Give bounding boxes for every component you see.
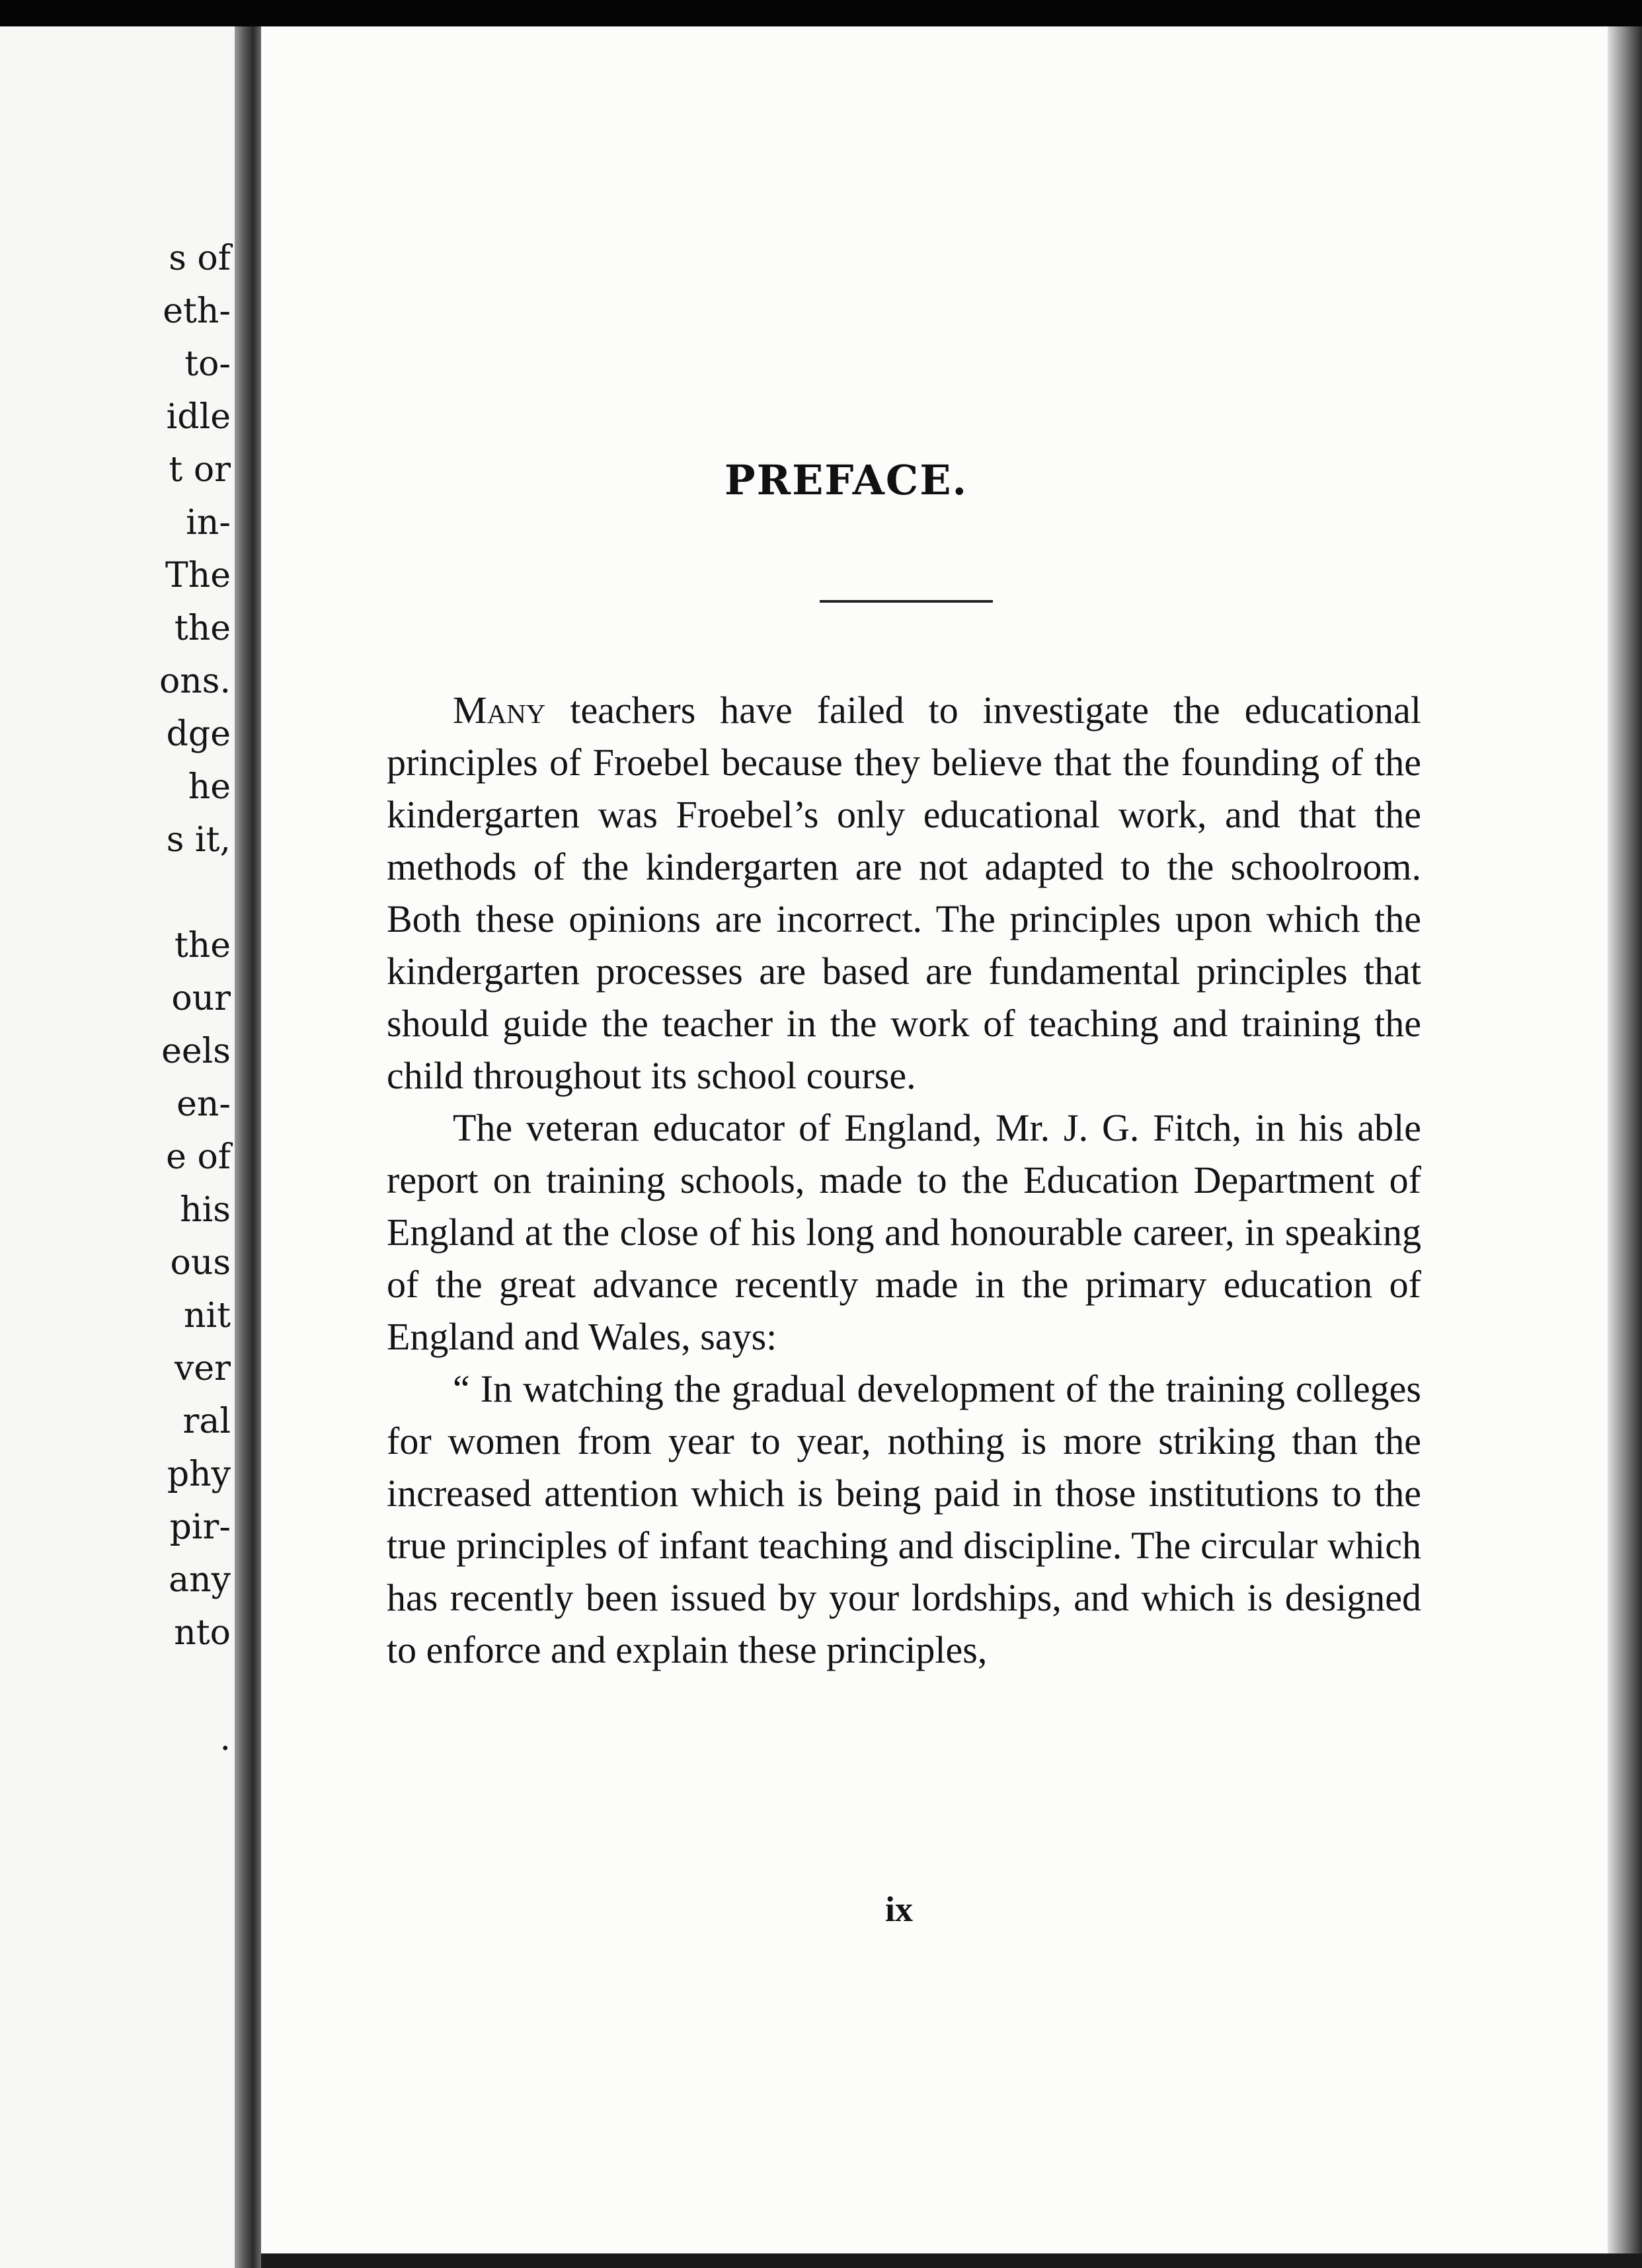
left-page-fragment: the xyxy=(174,926,231,965)
left-page-fragment: phy xyxy=(167,1455,231,1494)
left-page-fragment: en- xyxy=(176,1084,231,1124)
left-page-fragment: nto xyxy=(174,1613,231,1653)
left-page-fragment: idle xyxy=(166,397,231,437)
book-gutter xyxy=(235,26,261,2268)
left-page-fragment: dge xyxy=(166,714,231,754)
left-page-fragment: The xyxy=(165,556,231,595)
paragraph: The veteran educator of England, Mr. J. G. Fitch, in his able report on training schools, made to the Education Department of England at the close of his long and honourable career, in speaking of the great advance recently made in the primary education of England and Wales, says: xyxy=(387,1106,1421,1358)
page-edge-shadow xyxy=(1608,26,1642,2268)
paragraph-text: teachers have failed to investigate the educational principles of Froebel because they believe that the founding of the kindergarten was Froebel’s only educational work, and that the methods of the kindergarten are not adapted to the schoolroom. Both these opinions are incorrect. The principles upon which the kindergarten processes are based are fundamental principles that should guide the teacher in the work of teaching and training the child throughout its school course. xyxy=(387,689,1421,1097)
left-page-fragment: eels xyxy=(161,1032,231,1071)
left-page-fragment: ral xyxy=(182,1402,231,1441)
left-page-fragment: the xyxy=(174,609,231,648)
page-title: PREFACE. xyxy=(724,456,968,504)
paragraph-lead-word: Many xyxy=(453,689,546,732)
left-page-fragment: e of xyxy=(166,1137,231,1177)
left-page-fragment: . xyxy=(219,1719,231,1758)
left-page-fragment: any xyxy=(169,1560,231,1600)
left-page-fragment: t or xyxy=(169,450,231,490)
left-page-fragment: our xyxy=(171,979,231,1018)
left-page-fragment: ver xyxy=(174,1349,231,1388)
left-page-fragment: ous xyxy=(170,1243,231,1283)
paragraph xyxy=(387,684,1421,1102)
left-page-fragment: in- xyxy=(186,503,231,543)
scan-bottom-border xyxy=(261,2253,1642,2268)
paragraph: “ In watching the gradual development of the training colleges for women from year to year, nothing is more striking than the increased attention which is being paid in those institutions to the true principles of infant teaching and discipline. The circular which has recently been issued by your lordships, and which is designed to enforce and explain these principles, xyxy=(387,1367,1421,1671)
left-page-fragment: s of xyxy=(169,239,231,278)
left-page-fragment: his xyxy=(180,1190,231,1230)
title-divider xyxy=(820,600,993,603)
left-page-fragment: pir- xyxy=(169,1507,231,1547)
facing-page-left xyxy=(0,26,235,2268)
left-page-fragment: s it, xyxy=(166,820,231,860)
left-page-fragment: he xyxy=(188,767,231,807)
left-page-fragment: ons. xyxy=(159,662,231,701)
page-number: ix xyxy=(884,1889,913,1929)
body-text xyxy=(387,684,1421,1676)
left-page-fragment: to- xyxy=(184,344,231,384)
left-page-fragment: nit xyxy=(183,1296,231,1336)
left-page-fragment: eth- xyxy=(163,291,231,331)
